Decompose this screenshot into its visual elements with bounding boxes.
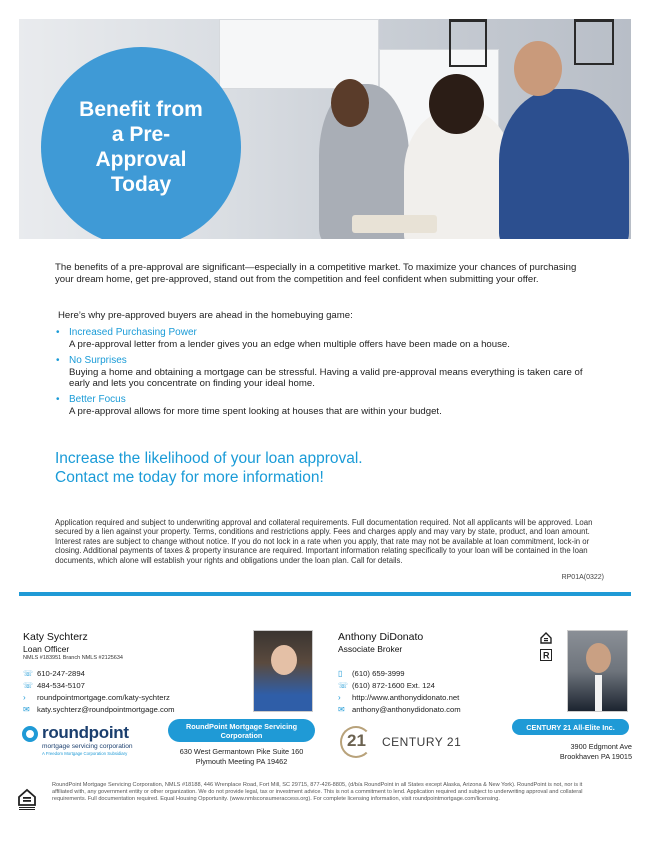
mobile-icon: ▯	[338, 669, 343, 678]
broker-title: Associate Broker	[338, 644, 403, 654]
avatar	[586, 643, 611, 673]
benefit-title: Increased Purchasing Power	[69, 327, 197, 338]
hero-title: Benefit from a Pre-Approval Today	[79, 98, 203, 196]
benefit-text: A pre-approval letter from a lender gives you an edge when multiple offers have been made on a house.	[69, 339, 510, 350]
loan-officer-title: Loan Officer	[23, 644, 70, 654]
broker-photo	[567, 630, 628, 712]
century21-wordmark: CENTURY 21	[382, 735, 462, 749]
benefit-title: Better Focus	[69, 393, 126, 405]
broker-website[interactable]: › http://www.anthonydidonato.net	[338, 693, 460, 702]
phone-icon: ☏	[23, 681, 34, 690]
person-head	[331, 79, 369, 127]
person-head	[429, 74, 484, 134]
broker-email[interactable]: ✉ anthony@anthonydidonato.com	[338, 705, 461, 714]
chevron-right-icon: ›	[338, 693, 341, 702]
mail-icon: ✉	[338, 705, 345, 714]
list-item	[55, 394, 595, 418]
broker-name: Anthony DiDonato	[338, 631, 424, 643]
equal-housing-icon	[540, 631, 552, 643]
document-code: RP01A(0322)	[561, 574, 604, 581]
pendant-lamp-icon	[574, 19, 614, 65]
century21-logo	[338, 722, 468, 762]
loan-officer-name: Katy Sychterz	[23, 631, 88, 643]
benefits-lead: Here’s why pre-approved buyers are ahead in the homebuying game:	[58, 310, 353, 321]
svg-text:R: R	[543, 650, 550, 661]
tablet	[352, 215, 437, 233]
loan-officer-email[interactable]: ✉ katy.sychterz@roundpointmortgage.com	[23, 705, 175, 714]
loan-officer-website[interactable]: › roundpointmortgage.com/katy-sychterz	[23, 693, 170, 702]
broker-phone1[interactable]: ▯ (610) 659-3999	[338, 669, 405, 678]
footer-legal: RoundPoint Mortgage Servicing Corporation, NMLS #18188, 446 Wrenplace Road, Fort Mill, SC 29715, 877-426-8805, (d/b/a RoundPoint in all States except Alaska, Arizona & New York). RoundPoint is not, nor is it affiliated with, any government entity or other organization. We do not provide legal, tax or investment advice. This is not a commitment to lend. Application required and subject to underwriting approval and collateral requirements. Full documentation required. Equal Housing Opportunity. (www.nmlsconsumeraccess.org). For complete licensing information, visit roundpointmortgage.com/licensing.	[52, 782, 583, 802]
disclaimer: Application required and subject to underwriting approval and collateral requirements. Full documentation required. Not all applicants will be approved. Loan secured by a lien against your property. Terms, conditions and restrictions apply. Fees and charges apply and may vary by state, product, and loan amount. Interest rates are subject to change without notice. If you do not lock in a rate when you apply, that rate may not be available at loan commitment, lock-in or closing. Additional payments of taxes & property insurance are required. Important information relating specifically to your loan will be contained in the loan documents, which alone will establish your rights and obligations under the loan plan. Call for details.	[55, 518, 593, 565]
mail-icon: ✉	[23, 705, 30, 714]
loan-officer-phone1[interactable]: ☏ 610-247-2894	[23, 669, 85, 678]
bullet-icon: •	[56, 354, 60, 366]
roundpoint-company-badge: RoundPoint Mortgage Servicing Corporation	[168, 719, 315, 742]
realtor-icon	[540, 649, 552, 663]
avatar	[271, 645, 297, 675]
phone-icon: ☏	[23, 669, 34, 678]
person-head	[514, 41, 562, 96]
phone-icon: ☏	[338, 681, 349, 690]
roundpoint-tagline: A Freedom Mortgage Corporation Subsidiary	[42, 751, 128, 756]
person-man	[499, 89, 629, 239]
divider	[19, 592, 631, 596]
hero-image	[19, 19, 631, 239]
benefit-text: A pre-approval allows for more time spent looking at houses that are within your budget.	[69, 405, 442, 417]
shirt	[595, 675, 602, 712]
intro-paragraph: The benefits of a pre-approval are significant—especially in a competitive market. To maximize your chances of purchasing your dream home, get pre-approved, stand out from the competition and feel confident when submitting your offer.	[55, 262, 577, 285]
broker-phone2[interactable]: ☏ (610) 872-1600 Ext. 124	[338, 681, 435, 690]
roundpoint-subtitle: mortgage servicing corporation	[42, 743, 133, 750]
broker-company-badge: CENTURY 21 All-Elite Inc.	[512, 719, 629, 735]
roundpoint-address: 630 West Germantown Pike Suite 160 Plymouth Meeting PA 19462	[179, 747, 304, 766]
equal-housing-lender-icon	[17, 787, 37, 811]
hero-circle	[41, 47, 241, 239]
roundpoint-wordmark: roundpoint	[42, 723, 129, 742]
century21-number: 21	[347, 731, 366, 750]
benefits-list	[55, 327, 595, 421]
loan-officer-photo	[253, 630, 313, 712]
chevron-right-icon: ›	[23, 693, 26, 702]
bullet-icon: •	[56, 393, 60, 405]
roundpoint-logo	[22, 724, 147, 760]
kitchen-cabinet	[219, 19, 379, 89]
list-item	[55, 355, 595, 390]
benefit-title: No Surprises	[69, 354, 127, 366]
list-item	[55, 327, 595, 351]
cta-line: Contact me today for more information!	[55, 469, 324, 486]
roundpoint-logo-icon	[22, 726, 38, 742]
pendant-lamp-icon	[449, 19, 487, 67]
cta-line: Increase the likelihood of your loan approval.	[55, 450, 363, 467]
loan-officer-phone2[interactable]: ☏ 484-534-5107	[23, 681, 85, 690]
call-to-action	[55, 449, 595, 487]
loan-officer-nmls: NMLS #183951 Branch NMLS #2125634	[23, 655, 123, 661]
bullet-icon: •	[56, 327, 60, 338]
benefit-text: Buying a home and obtaining a mortgage can be stressful. Having a valid pre-approval means everything is taken care of early and lets you concentrate on finding your ideal home.	[69, 366, 583, 389]
broker-address: 3900 Edgmont Ave Brookhaven PA 19015	[559, 742, 632, 761]
